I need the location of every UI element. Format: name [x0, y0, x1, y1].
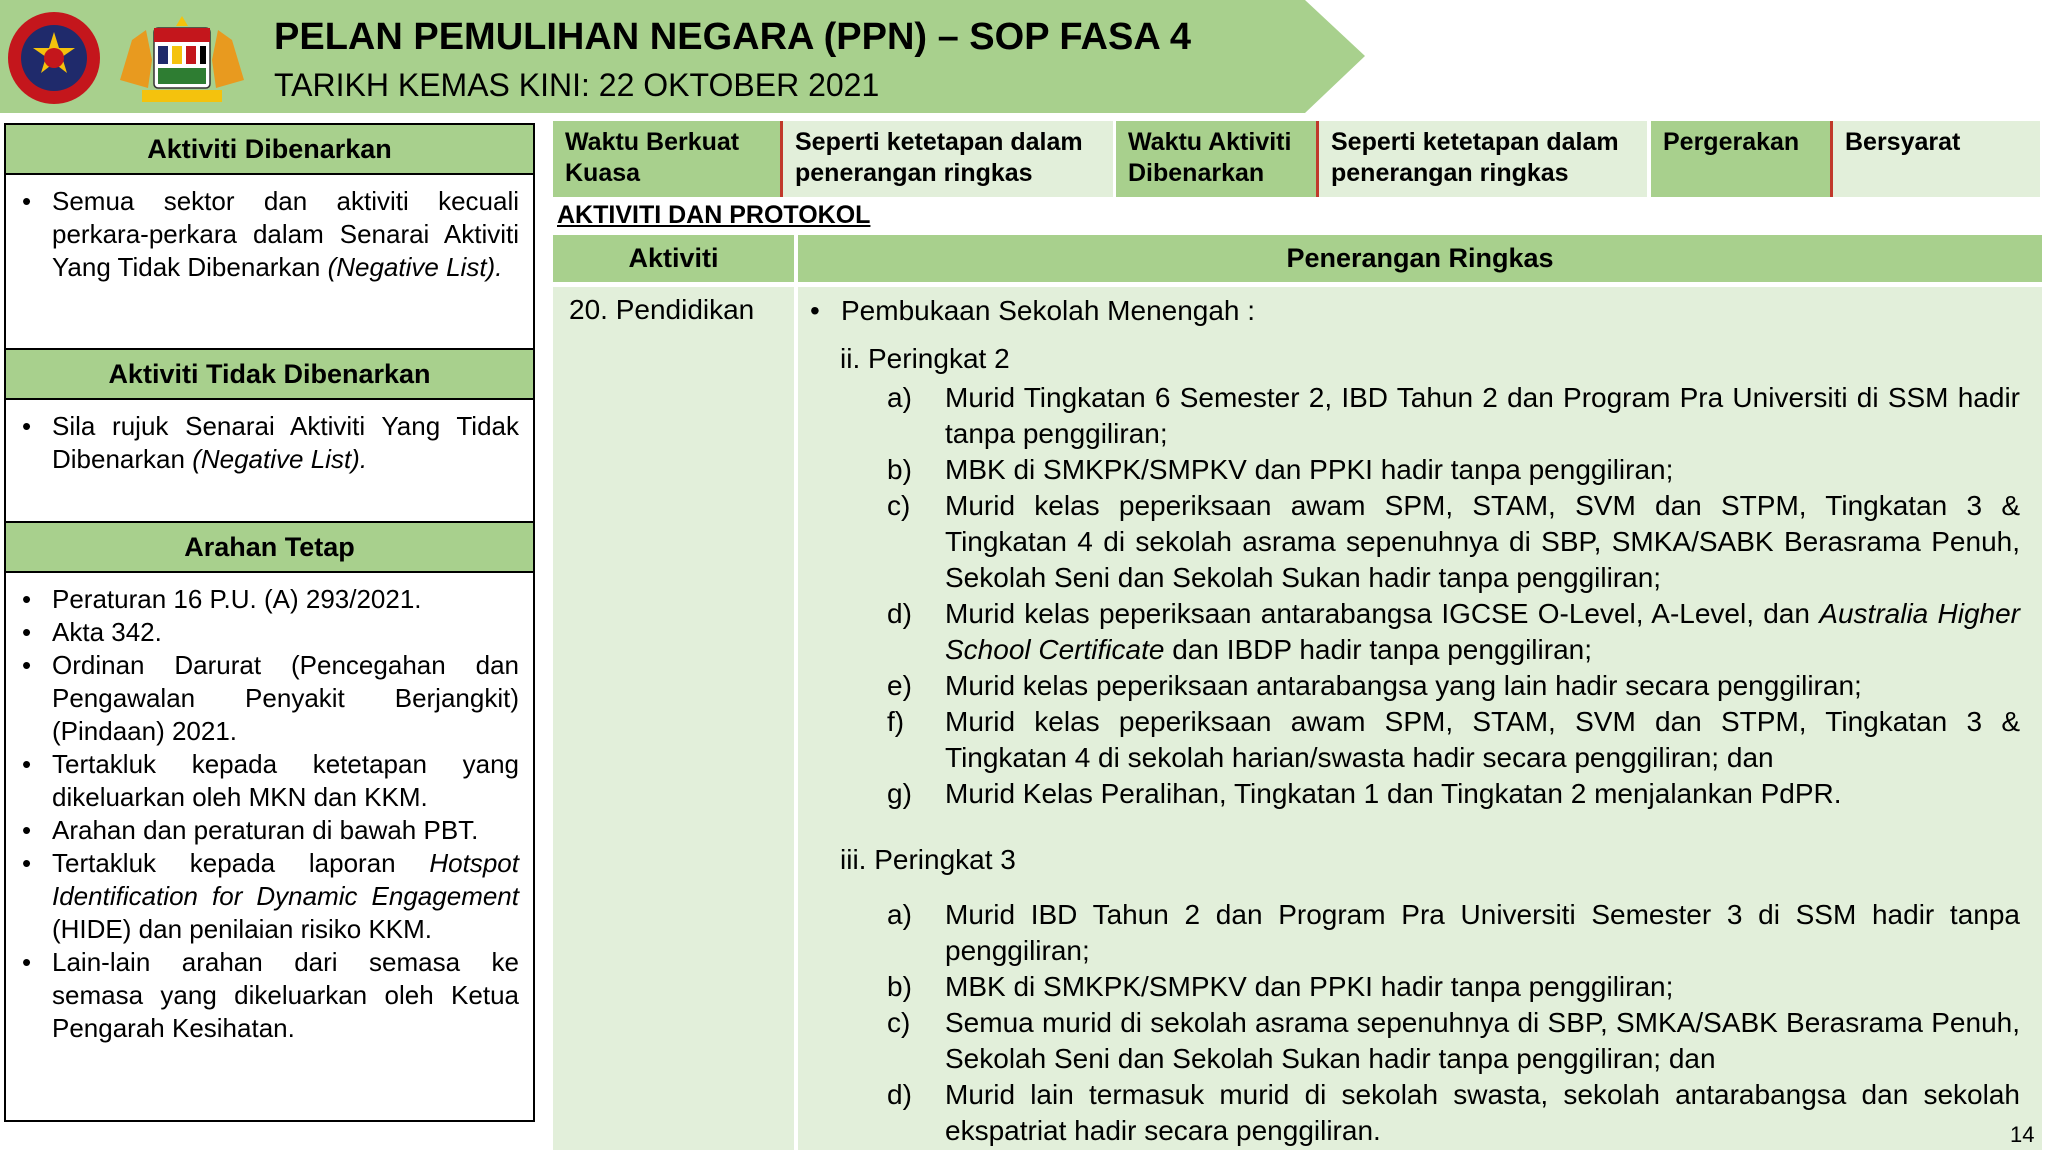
- description-content: [800, 293, 2020, 1149]
- section-title: AKTIVITI DAN PROTOKOL: [557, 201, 871, 229]
- list-item: f) Murid kelas peperiksaan awam SPM, STAM, SVM dan STPM, Tingkatan 3 & Tingkatan 4 di sekolah harian/swasta hadir secara penggiliran; dan: [887, 706, 2020, 773]
- page-subtitle: TARIKH KEMAS KINI: 22 OKTOBER 2021: [274, 67, 880, 103]
- info-value: Bersyarat: [1833, 121, 2040, 197]
- info-label-pergerakan: Pergerakan: [1651, 121, 1833, 197]
- box-arahan-tetap: [4, 521, 535, 1122]
- info-bar: [553, 121, 2040, 197]
- info-value: Seperti ketetapan dalam penerangan ringkas: [1319, 121, 1647, 197]
- level-heading: ii. Peringkat 2: [840, 343, 1010, 374]
- table-header-penerangan: Penerangan Ringkas: [798, 235, 2042, 282]
- list-item: • Pembukaan Sekolah Menengah :: [810, 295, 1256, 326]
- list-item: • Akta 342.: [52, 616, 519, 649]
- box-heading: Aktiviti Tidak Dibenarkan: [6, 350, 533, 400]
- page-title: PELAN PEMULIHAN NEGARA (PPN) – SOP FASA 4: [274, 16, 1192, 58]
- activity-name: 20. Pendidikan: [569, 294, 755, 325]
- page-number: 14: [2010, 1122, 2035, 1147]
- list-item: d) Murid lain termasuk murid di sekolah swasta, sekolah antarabangsa dan sekolah ekspatriat hadir secara penggiliran.: [887, 1079, 2020, 1146]
- list-item: c) Semua murid di sekolah asrama sepenuhnya di SBP, SMKA/SABK Berasrama Penuh, Sekolah Seni dan Sekolah Sukan hadir tanpa penggiliran; dan: [887, 1007, 2020, 1074]
- list-item: c) Murid kelas peperiksaan awam SPM, STAM, SVM dan STPM, Tingkatan 3 & Tingkatan 4 di sekolah asrama sepenuhnya di SBP, SMKA/SABK Berasrama Penuh, Sekolah Seni dan Sekolah Sukan hadir tanpa penggiliran;: [887, 490, 2020, 593]
- peringkat-2: [840, 341, 2020, 812]
- list-item: • Peraturan 16 P.U. (A) 293/2021.: [52, 583, 519, 616]
- level-heading: iii. Peringkat 3: [840, 844, 1016, 875]
- list-item: • Lain-lain arahan dari semasa ke semasa yang dikeluarkan oleh Ketua Pengarah Kesihatan.: [52, 946, 519, 1045]
- box-aktiviti-tidak-dibenarkan: [4, 348, 535, 523]
- list-item: d) Murid kelas peperiksaan antarabangsa IGCSE O-Level, A-Level, dan Australia Higher School Certificate dan IBDP hadir tanpa penggiliran;: [887, 598, 2020, 665]
- list-item: e) Murid kelas peperiksaan antarabangsa yang lain hadir secara penggiliran;: [887, 670, 1862, 701]
- list-item: g) Murid Kelas Peralihan, Tingkatan 1 dan Tingkatan 2 menjalankan PdPR.: [887, 778, 1842, 809]
- info-label-waktu-berkuat-kuasa: Waktu Berkuat Kuasa: [553, 121, 783, 197]
- list-item: b) MBK di SMKPK/SMPKV dan PPKI hadir tanpa penggiliran;: [887, 971, 1674, 1002]
- list-item: • Semua sektor dan aktiviti kecuali perkara-perkara dalam Senarai Aktiviti Yang Tidak Dibenarkan (Negative List).: [52, 185, 519, 284]
- list-item: • Sila rujuk Senarai Aktiviti Yang Tidak Dibenarkan (Negative List).: [52, 410, 519, 476]
- box-aktiviti-dibenarkan: [4, 123, 535, 350]
- left-column: [4, 123, 535, 1122]
- list-item: • Tertakluk kepada ketetapan yang dikeluarkan oleh MKN dan KKM.: [52, 748, 519, 814]
- list-item: b) MBK di SMKPK/SMPKV dan PPKI hadir tanpa penggiliran;: [887, 454, 1674, 485]
- table-header-aktiviti: Aktiviti: [553, 235, 794, 282]
- list-item: • Tertakluk kepada laporan Hotspot Identification for Dynamic Engagement (HIDE) dan penilaian risiko KKM.: [52, 847, 519, 946]
- table-cell-activity: [553, 287, 794, 1150]
- list-item: a) Murid IBD Tahun 2 dan Program Pra Universiti Semester 3 di SSM hadir tanpa penggiliran;: [887, 899, 2020, 966]
- info-label-waktu-aktiviti: Waktu Aktiviti Dibenarkan: [1116, 121, 1319, 197]
- box-heading: Aktiviti Dibenarkan: [6, 125, 533, 175]
- box-heading: Arahan Tetap: [6, 523, 533, 573]
- info-value: Seperti ketetapan dalam penerangan ringkas: [783, 121, 1113, 197]
- peringkat-3: [840, 842, 2020, 1149]
- list-item: • Arahan dan peraturan di bawah PBT.: [52, 814, 519, 847]
- coat-of-arms-logo: [112, 10, 252, 106]
- nsc-logo: [6, 10, 102, 106]
- list-item: a) Murid Tingkatan 6 Semester 2, IBD Tahun 2 dan Program Pra Universiti di SSM hadir tanpa penggiliran;: [887, 382, 2020, 449]
- list-item: • Ordinan Darurat (Pencegahan dan Pengawalan Penyakit Berjangkit) (Pindaan) 2021.: [52, 649, 519, 748]
